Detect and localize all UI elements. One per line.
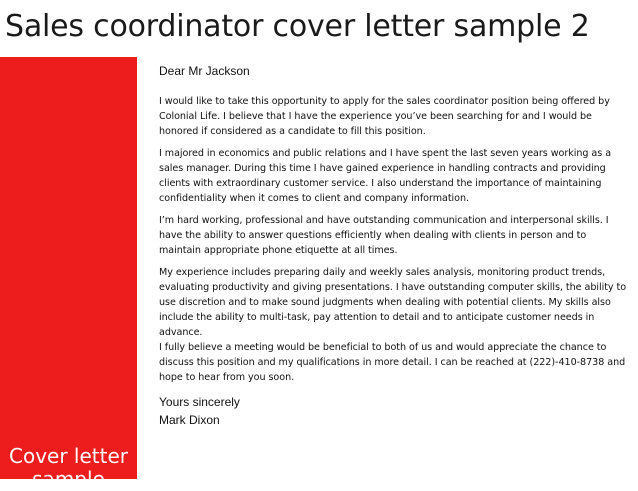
sidebar-label-line2: sample [32, 467, 105, 491]
closing: Yours sincerely [159, 395, 240, 409]
paragraph-education: I majored in economics and public relations and I have spent the last seven years working as a sales manager. During this time I have gained experience in handling contracts and providing clients with extraordinary customer service. I also understand the importance of maintaining confidentiality when it comes to client and company information. [159, 148, 612, 204]
signature: Mark Dixon [159, 413, 220, 427]
paragraph-skills: I’m hard working, professional and have outstanding communication and interpersonal skills. I have the ability to answer questions efficiently when dealing with clients in person and to maintain appropriate phone etiquette at all times. [159, 215, 609, 256]
paragraph-experience: My experience includes preparing daily and weekly sales analysis, monitoring product trends, evaluating productivity and giving presentations. I have outstanding computer skills, the ability to use discretion and to make sound judgments when dealing with potential clients. My skills also include the ability to multi-task, pay attention to detail and to anticipate customer needs in advance. [159, 267, 627, 338]
letter-body [159, 63, 629, 428]
sidebar-label-line1: Cover letter [9, 444, 128, 468]
sidebar-label [0, 445, 137, 491]
salutation: Dear Mr Jackson [159, 64, 250, 78]
page-title: Sales coordinator cover letter sample 2 [5, 9, 590, 44]
paragraph-intro: I would like to take this opportunity to apply for the sales coordinator position being offered by Colonial Life. I believe that I have the experience you’ve been searching for and I would be honored if considered as a candidate to fill this position. [159, 96, 610, 137]
sidebar-panel [0, 57, 137, 491]
paragraph-closing: I fully believe a meeting would be beneficial to both of us and would appreciate the chance to discuss this position and my qualifications in more detail. I can be reached at (222)-410-8738 and hope to hear from you soon. [159, 342, 626, 383]
